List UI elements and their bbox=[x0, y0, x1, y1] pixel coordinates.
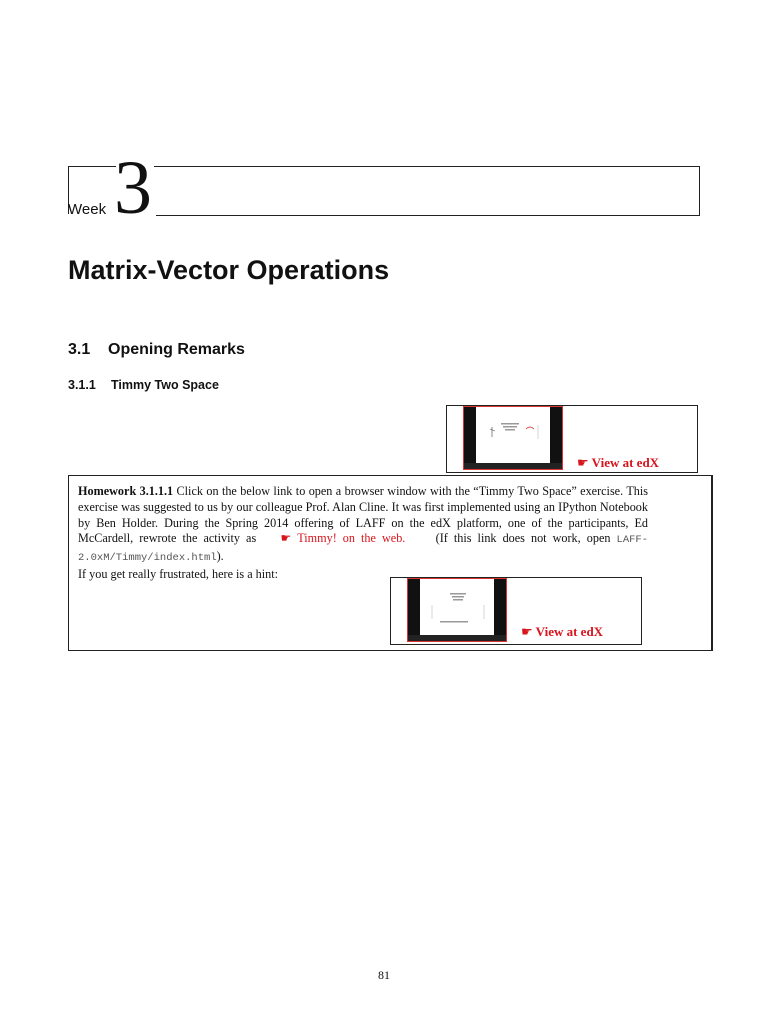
homework-body-1: Click on the below link to open a browser window with the “Timmy Two Space” exercise. This exercise was suggested to us by our colleague Prof. Alan Cline. It was first implemented using an IPython Notebook by Ben Holder. During the Spring 2014 offering of LAFF on the edX platform, one of the participants, Ed McCardell, rewrote the activity as bbox=[78, 484, 648, 546]
section-number: 3.1 bbox=[68, 341, 91, 358]
homework-box bbox=[68, 475, 713, 651]
view-at-edx-label: View at edX bbox=[535, 624, 604, 639]
video-box-timmy bbox=[446, 405, 698, 473]
video-letterbox-left bbox=[464, 407, 476, 469]
pointing-hand-icon: ☛ bbox=[577, 455, 589, 470]
timmy-web-link[interactable] bbox=[280, 531, 405, 545]
section-heading bbox=[68, 340, 245, 360]
section-title: Opening Remarks bbox=[108, 341, 245, 358]
hint-video-thumbnail[interactable] bbox=[407, 578, 507, 642]
timmy-path: LAFF-2.0xM/Timmy/index.html bbox=[78, 534, 649, 565]
header-rule-bottom bbox=[156, 215, 700, 216]
homework-label: Homework 3.1.1.1 bbox=[78, 484, 174, 498]
video-still bbox=[428, 591, 488, 627]
video-letterbox-right bbox=[550, 407, 562, 469]
view-at-edx-label: View at edX bbox=[591, 455, 660, 470]
pointing-hand-icon: ☛ bbox=[280, 531, 292, 546]
timmy-web-link-label: Timmy! on the web. bbox=[297, 531, 406, 546]
homework-body-2: (If this link does not work, open bbox=[435, 531, 611, 546]
view-at-edx-link[interactable] bbox=[577, 455, 659, 471]
week-header bbox=[68, 146, 700, 230]
video-controls-bar[interactable] bbox=[408, 635, 506, 641]
video-controls-bar[interactable] bbox=[464, 463, 562, 469]
page-number: 81 bbox=[378, 968, 390, 982]
homework-body-3: ). bbox=[216, 549, 224, 564]
video-box-hint bbox=[390, 577, 642, 645]
week-number: 3 bbox=[114, 146, 152, 230]
view-at-edx-link[interactable] bbox=[521, 624, 603, 640]
header-rule-top-right bbox=[154, 166, 700, 167]
video-letterbox-right bbox=[494, 579, 506, 641]
header-rule-right bbox=[699, 166, 700, 216]
chapter-title: Matrix-Vector Operations bbox=[68, 255, 390, 285]
video-still-drawing bbox=[486, 421, 542, 441]
subsection-number: 3.1.1 bbox=[68, 378, 96, 392]
video-letterbox-left bbox=[408, 579, 420, 641]
video-thumbnail[interactable] bbox=[463, 406, 563, 470]
video-still bbox=[486, 421, 542, 441]
subsection-title: Timmy Two Space bbox=[111, 378, 219, 392]
subsection-heading bbox=[68, 377, 219, 393]
week-label: Week bbox=[68, 201, 107, 218]
pointing-hand-icon: ☛ bbox=[521, 624, 533, 639]
header-rule-top-left bbox=[68, 166, 116, 167]
video-still-drawing bbox=[428, 591, 488, 627]
hint-line: If you get really frustrated, here is a hint: bbox=[78, 566, 279, 581]
homework-text bbox=[78, 484, 648, 583]
